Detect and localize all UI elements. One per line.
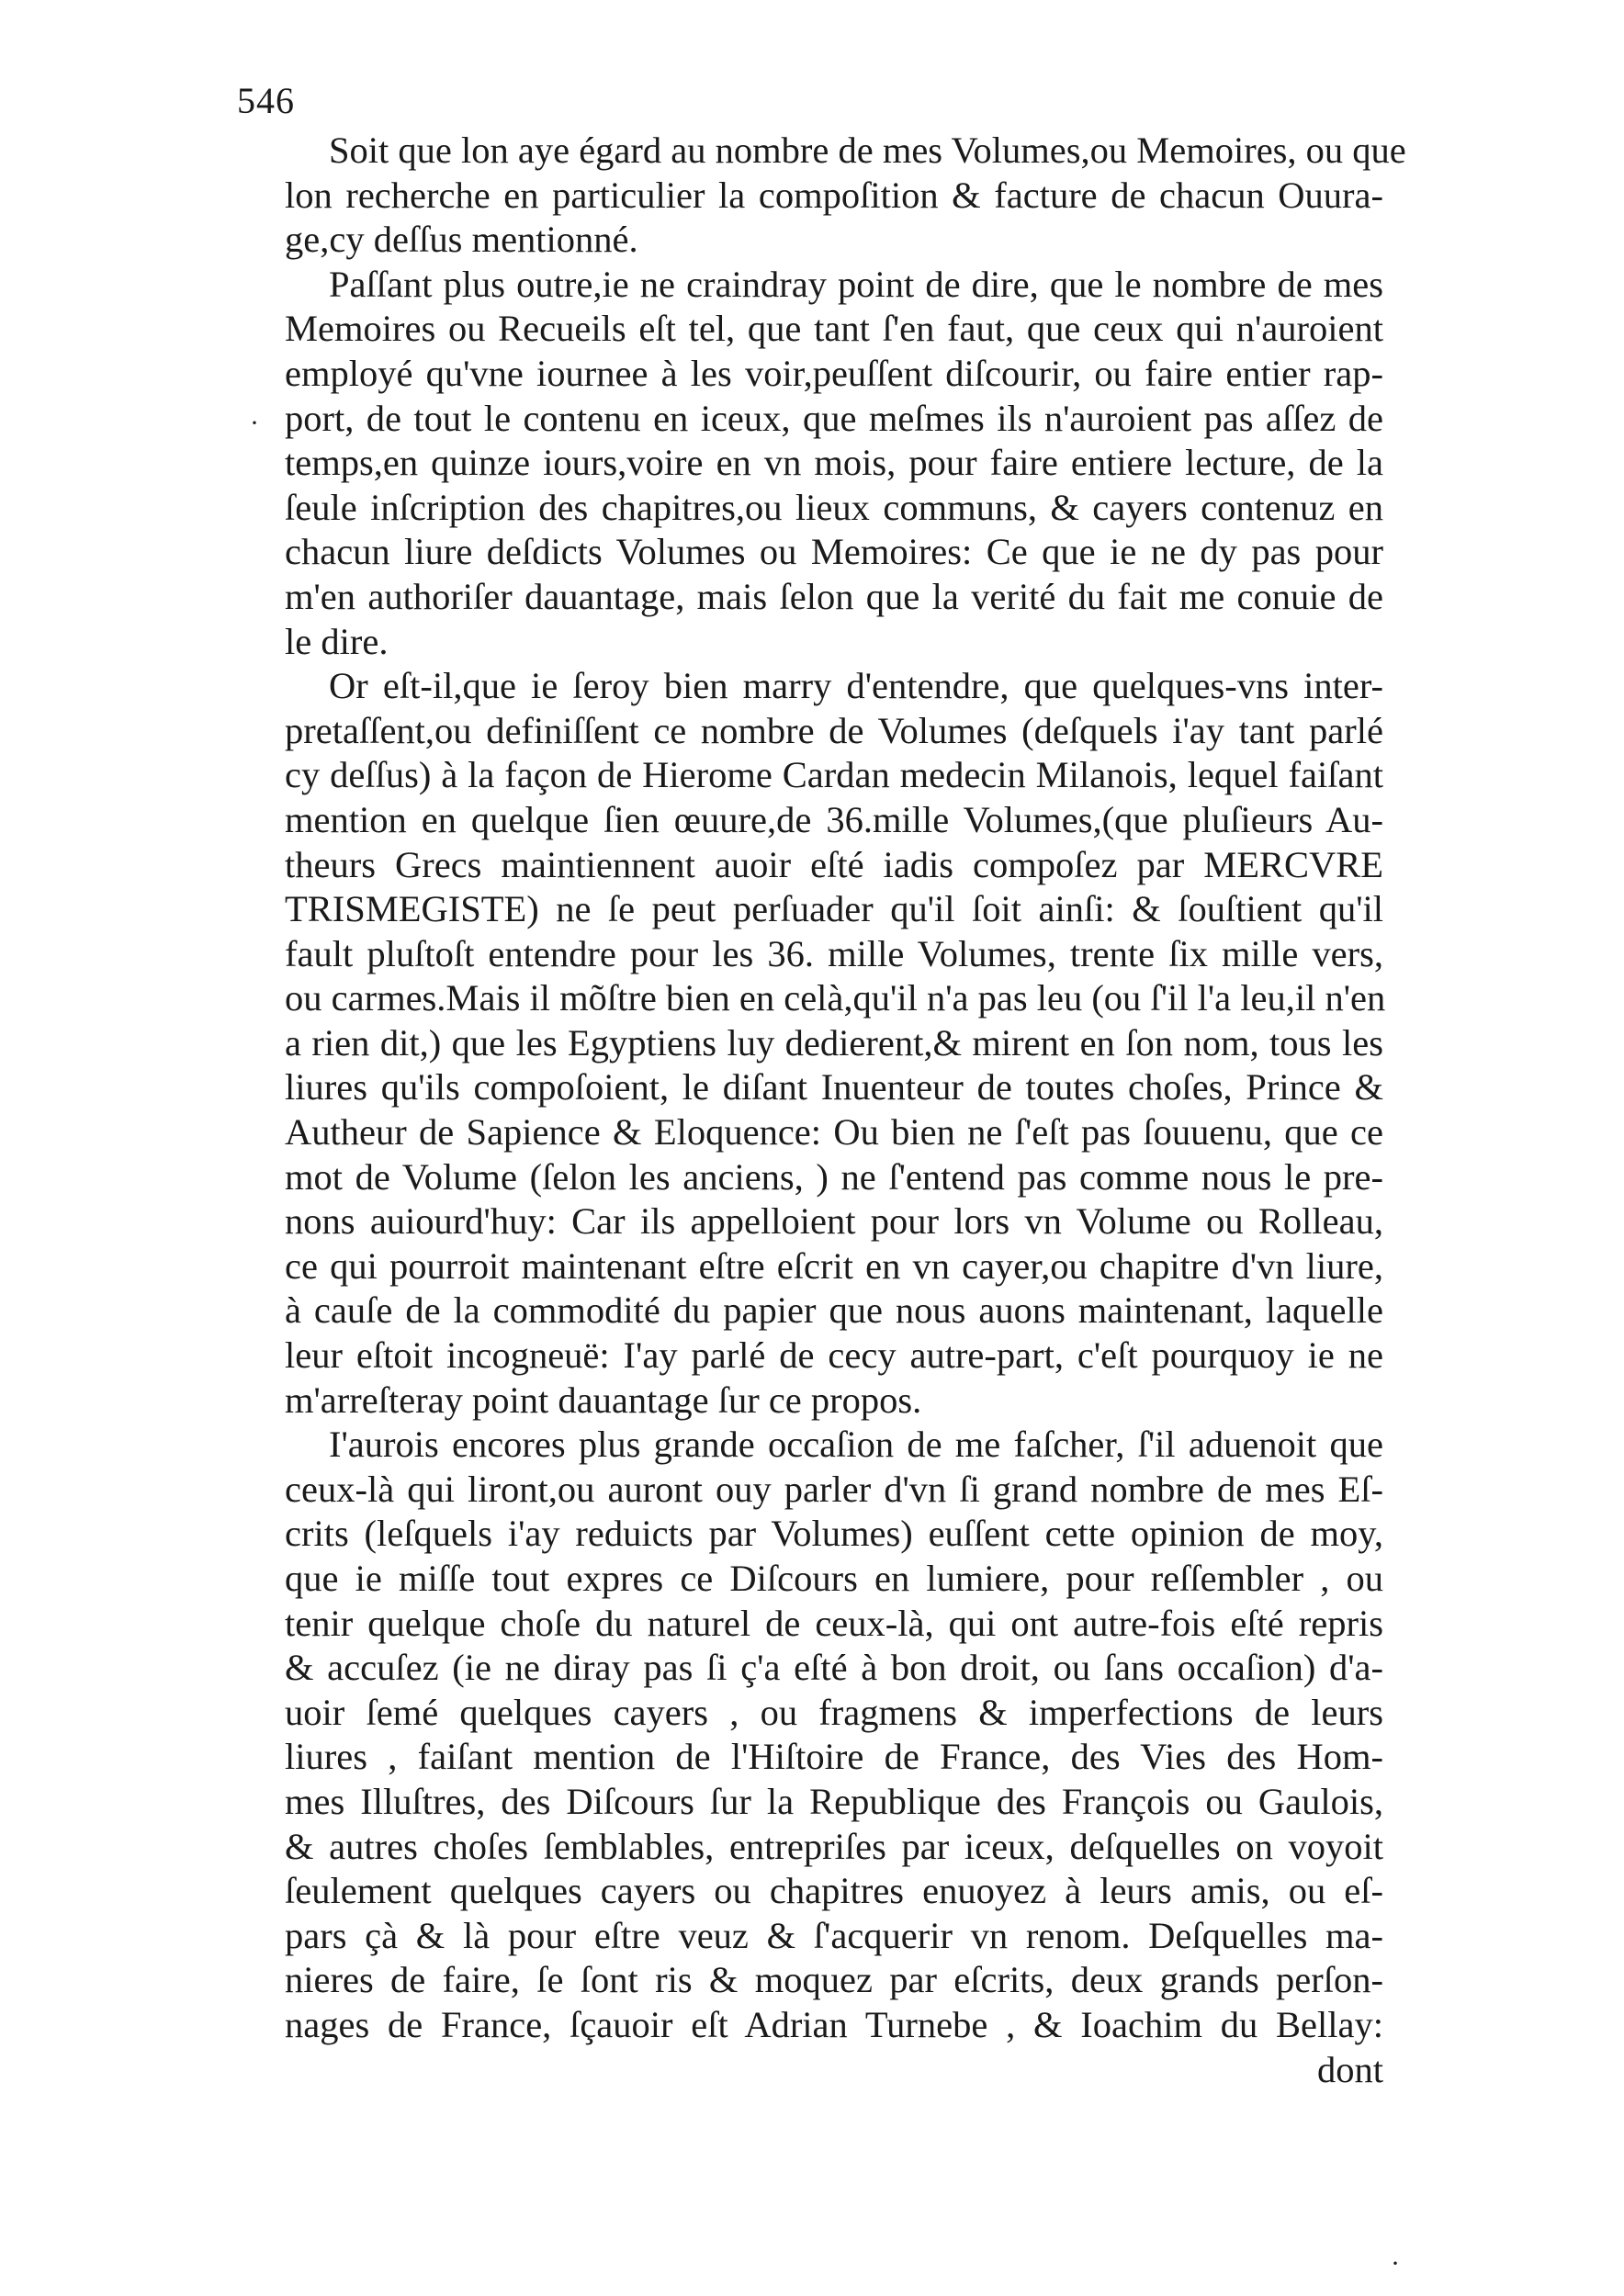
- text-line: employé qu'vne iournee à les voir,peuſſent diſcourir, ou faire entier rap-: [285, 352, 1383, 394]
- text-line: nons auiourd'huy: Car ils appelloient pour lors vn Volume ou Rolleau,: [285, 1200, 1383, 1243]
- text-line: à cauſe de la commodité du papier que nous auons maintenant, laquelle: [285, 1289, 1383, 1332]
- text-line: chacun liure deſdicts Volumes ou Memoires: Ce que ie ne dy pas pour: [285, 531, 1383, 573]
- text-line: a rien dit,) que les Egyptiens luy dedierent,& mirent en ſon nom, tous les: [285, 1021, 1383, 1064]
- text-line: theurs Grecs maintiennent auoir eſté iadis compoſez par MERCVRE: [285, 843, 1383, 885]
- paragraph-1: [285, 129, 1406, 263]
- text-line: lon recherche en particulier la compoſition & facture de chacun Ouura-: [285, 174, 1383, 216]
- text-line: I'aurois encores plus grande occaſion de me faſcher, ſ'il aduenoit que: [329, 1424, 1383, 1466]
- text-line: ſeule inſcription des chapitres,ou lieux communs, & cayers contenuz en: [285, 486, 1383, 528]
- text-line: mention en quelque ſien œuure,de 36.mille Volumes,(que pluſieurs Au-: [285, 798, 1383, 840]
- body-text: [285, 129, 1406, 2092]
- text-line: Paſſant plus outre,ie ne craindray point de dire, que le nombre de mes: [329, 263, 1383, 305]
- text-line: Autheur de Sapience & Eloquence: Ou bien ne ſ'eſt pas ſouuenu, que ce: [285, 1111, 1383, 1154]
- text-line: uoir ſemé quelques cayers , ou fragmens & imperfections de leurs: [285, 1691, 1383, 1733]
- text-line: Soit que lon aye égard au nombre de mes Volumes,ou Memoires, ou que: [329, 129, 1406, 171]
- text-line: liures , faiſant mention de l'Hiſtoire de France, des Vies des Hom-: [285, 1736, 1383, 1778]
- paragraph-4: [285, 1423, 1383, 2047]
- margin-mark-right: ·: [1391, 2248, 1400, 2279]
- paragraph-3: [285, 664, 1386, 1423]
- text-line: Memoires ou Recueils eſt tel, que tant ſ'en faut, que ceux qui n'auroient: [285, 308, 1383, 350]
- text-line: ceux-là qui liront,ou auront ouy parler d'vn ſi grand nombre de mes Eſ-: [285, 1468, 1383, 1510]
- text-line: ou carmes.Mais il mõſtre bien en celà,qu'il n'a pas leu (ou ſ'il l'a leu,il n'en: [285, 977, 1386, 1019]
- margin-mark: ·: [250, 408, 259, 438]
- text-line: m'arreſteray point dauantage ſur ce propos.: [285, 1379, 922, 1421]
- text-line: TRISMEGISTE) ne ſe peut perſuader qu'il ſoit ainſi: & ſouſtient qu'il: [285, 888, 1383, 930]
- text-line: leur eſtoit incogneuë: I'ay parlé de cecy autre-part, c'eſt pourquoy ie ne: [285, 1334, 1383, 1377]
- text-line: & accuſez (ie ne diray pas ſi ç'a eſté à bon droit, ou ſans occaſion) d'a-: [285, 1647, 1383, 1689]
- text-line: pars çà & là pour eſtre veuz & ſ'acquerir vn renom. Deſquelles ma-: [285, 1914, 1383, 1956]
- text-line: le dire.: [285, 620, 389, 662]
- text-line: m'en authoriſer dauantage, mais ſelon que la verité du fait me conuie de: [285, 575, 1383, 617]
- text-line: cy deſſus) à la façon de Hierome Cardan medecin Milanois, lequel faiſant: [285, 754, 1383, 796]
- text-line: tenir quelque choſe du naturel de ceux-là, qui ont autre-fois eſté repris: [285, 1602, 1383, 1644]
- text-line: mes Illuſtres, des Diſcours ſur la Republique des François ou Gaulois,: [285, 1780, 1383, 1822]
- page-number: 546: [237, 80, 295, 121]
- text-line: nages de France, ſçauoir eſt Adrian Turnebe , & Ioachim du Bellay:: [285, 2003, 1383, 2045]
- text-line: ge,cy deſſus mentionné.: [285, 219, 638, 261]
- text-line: & autres choſes ſemblables, entrepriſes par iceux, deſquelles on voyoit: [285, 1825, 1383, 1867]
- text-line: temps,en quinze iours,voire en vn mois, pour faire entiere lecture, de la: [285, 442, 1383, 484]
- text-line: pretaſſent,ou definiſſent ce nombre de Volumes (deſquels i'ay tant parlé: [285, 709, 1383, 751]
- text-line: Or eſt-il,que ie ſeroy bien marry d'entendre, que quelques-vns inter-: [329, 665, 1383, 707]
- text-line: mot de Volume (ſelon les anciens, ) ne ſ'entend pas comme nous le pre-: [285, 1155, 1383, 1198]
- text-line: crits (leſquels i'ay reduicts par Volumes) euſſent cette opinion de moy,: [285, 1513, 1383, 1555]
- text-line: liures qu'ils compoſoient, le diſant Inuenteur de toutes choſes, Prince &: [285, 1066, 1383, 1109]
- text-line: nieres de faire, ſe ſont ris & moquez par eſcrits, deux grands perſon-: [285, 1959, 1383, 2001]
- text-line: ſeulement quelques cayers ou chapitres enuoyez à leurs amis, ou eſ-: [285, 1870, 1383, 1912]
- text-line: fault pluſtoſt entendre pour les 36. mille Volumes, trente ſix mille vers,: [285, 932, 1383, 974]
- text-line: port, de tout le contenu en iceux, que meſmes ils n'auroient pas aſſez de: [285, 397, 1383, 439]
- text-line: que ie miſſe tout expres ce Diſcours en lumiere, pour reſſembler , ou: [285, 1558, 1383, 1599]
- text-line: ce qui pourroit maintenant eſtre eſcrit en vn cayer,ou chapitre d'vn liure,: [285, 1244, 1383, 1287]
- paragraph-2: [285, 263, 1383, 664]
- catchword: dont: [1316, 2048, 1383, 2090]
